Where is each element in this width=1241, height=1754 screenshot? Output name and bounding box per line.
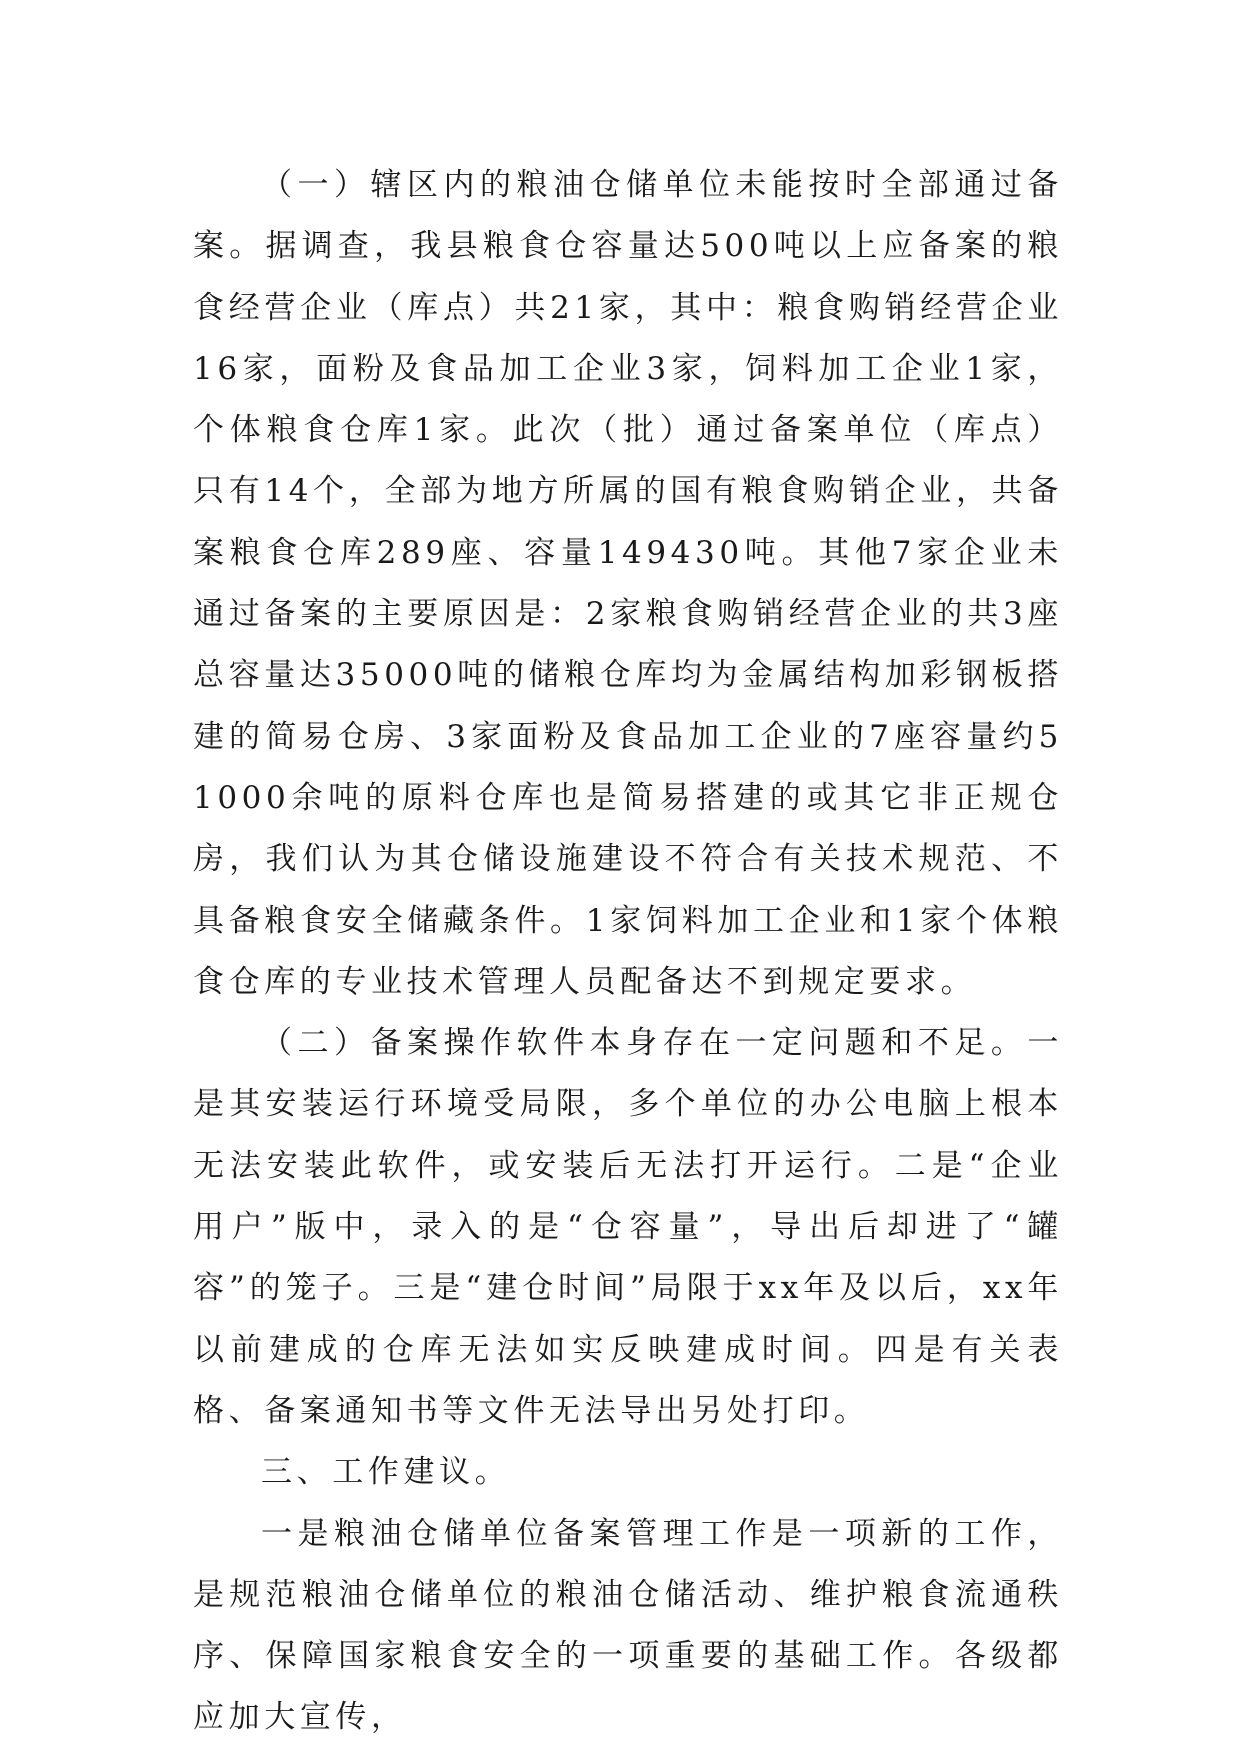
paragraph-suggestion-one: 一是粮油仓储单位备案管理工作是一项新的工作，是规范粮油仓储单位的粮油仓储活动、维护粮食流通秩序、保障国家粮食安全的一项重要的基础工作。各级都应加大宣传， xyxy=(193,1515,1063,1736)
section-heading-work-suggestions: 三、工作建议。 xyxy=(261,1454,511,1491)
paragraph-software-issues: （二）备案操作软件本身存在一定问题和不足。一是其安装运行环境受局限，多个单位的办公电脑上根本无法安装此软件，或安装后无法打开运行。二是“企业用户”版中，录入的是“仓容量”，导出后却进了“罐容”的笼子。三是“建仓时间”局限于xx年及以后，xx年以前建成的仓库无法如实反映建成时间。四是有关表格、备案通知书等文件无法导出另处打印。 xyxy=(193,1025,1063,1429)
document-body xyxy=(193,155,1063,1749)
paragraph-storage-filing-status: （一）辖区内的粮油仓储单位未能按时全部通过备案。据调查，我县粮食仓容量达500吨以上应备案的粮食经营企业（库点）共21家，其中：粮食购销经营企业16家，面粉及食品加工企业3家，饲料加工企业1家，个体粮食仓库1家。此次（批）通过备案单位（库点）只有14个，全部为地方所属的国有粮食购销企业，共备案粮食仓库289座、容量149430吨。其他7家企业未通过备案的主要原因是：2家粮食购销经营企业的共3座总容量达35000吨的储粮仓库均为金属结构加彩钢板搭建的简易仓房、3家面粉及食品加工企业的7座容量约51000余吨的原料仓库也是简易搭建的或其它非正规仓房，我们认为其仓储设施建设不符合有关技术规范、不具备粮食安全储藏条件。1家饲料加工企业和1家个体粮食仓库的专业技术管理人员配备达不到规定要求。 xyxy=(193,167,1063,1000)
